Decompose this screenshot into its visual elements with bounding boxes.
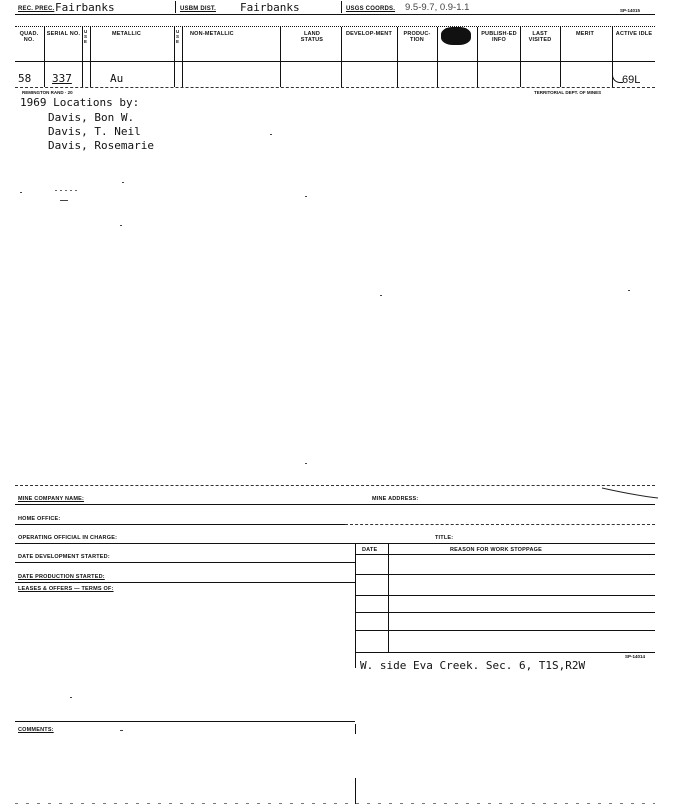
usbm-dist-label: USBM DIST. (180, 6, 217, 12)
speck (60, 200, 68, 201)
location-text: W. side Eva Creek. Sec. 6, T1S,R2W (360, 659, 586, 672)
date-col-label: DATE (362, 547, 378, 553)
operating-official-label: OPERATING OFFICIAL IN CHARGE: (18, 535, 118, 541)
col-merit: MERIT (576, 31, 595, 37)
speck (270, 134, 272, 135)
comments-label: COMMENTS: (18, 727, 54, 733)
bottom-edge-specks (15, 803, 655, 804)
notes-name-3: Davis, Rosemarie (48, 139, 154, 152)
col-published-info: PUBLISH-ED INFO (481, 31, 517, 43)
speck (20, 192, 22, 193)
speck (122, 182, 124, 183)
col-non-metallic: NON-METALLIC (190, 31, 234, 37)
notes-name-1: Davis, Bon W. (48, 111, 135, 124)
speck (55, 190, 80, 191)
reason-col-label: REASON FOR WORK STOPPAGE (450, 547, 542, 553)
speck (628, 290, 630, 291)
title-label: TITLE: (435, 535, 454, 541)
pen-stroke (600, 484, 660, 500)
usgs-coords-label: USGS COORDS. (346, 6, 396, 12)
ink-blot (441, 27, 471, 45)
footer-left: REMINGTON RAND · 20 (22, 90, 73, 95)
form-number-2: SP-14014 (625, 654, 646, 659)
leases-label: LEASES & OFFERS — TERMS OF: (18, 586, 114, 592)
speck (380, 295, 382, 296)
speck (70, 697, 72, 698)
speck (305, 463, 307, 464)
notes-heading: 1969 Locations by: (20, 96, 140, 109)
col-active-idle: ACTIVE IDLE (615, 31, 653, 37)
footer-right: TERRITORIAL DEPT. OF MINES (534, 90, 602, 95)
usbm-dist-value: Fairbanks (240, 1, 300, 14)
speck (305, 196, 307, 197)
date-production-label: DATE PRODUCTION STARTED: (18, 574, 105, 580)
col-use-1: USE (84, 29, 88, 44)
notes-name-2: Davis, T. Neil (48, 125, 141, 138)
rec-prec-value: Fairbanks (55, 1, 115, 14)
mine-address-label: MINE ADDRESS: (372, 496, 419, 502)
col-metallic: METALLIC (112, 31, 141, 37)
col-land-status: LAND STATUS (300, 31, 324, 43)
record-metallic: Au (110, 72, 124, 85)
record-serial-no: 337 (52, 72, 72, 85)
col-development: DEVELOP-MENT (345, 31, 393, 37)
col-serial-no: SERIAL NO. (46, 31, 81, 37)
form-number: SP-14015 (620, 8, 641, 13)
col-quad-no: QUAD. NO. (19, 31, 39, 43)
speck (120, 225, 122, 226)
home-office-label: HOME OFFICE: (18, 516, 61, 522)
record-active-idle: 69L (622, 74, 641, 86)
col-last-visited: LAST VISITED (528, 31, 552, 43)
check-mark-icon (612, 72, 623, 83)
record-quad-no: 58 (18, 72, 32, 85)
rec-prec-label: REC. PREC. (18, 6, 55, 12)
speck (120, 730, 123, 731)
mine-company-name-label: MINE COMPANY NAME: (18, 496, 85, 502)
usgs-coords-value: 9.5-9.7, 0.9-1.1 (405, 2, 470, 13)
col-use-2: USE (176, 29, 180, 44)
date-development-label: DATE DEVELOPMENT STARTED: (18, 554, 110, 560)
col-production: PRODUC-TION (403, 31, 431, 43)
